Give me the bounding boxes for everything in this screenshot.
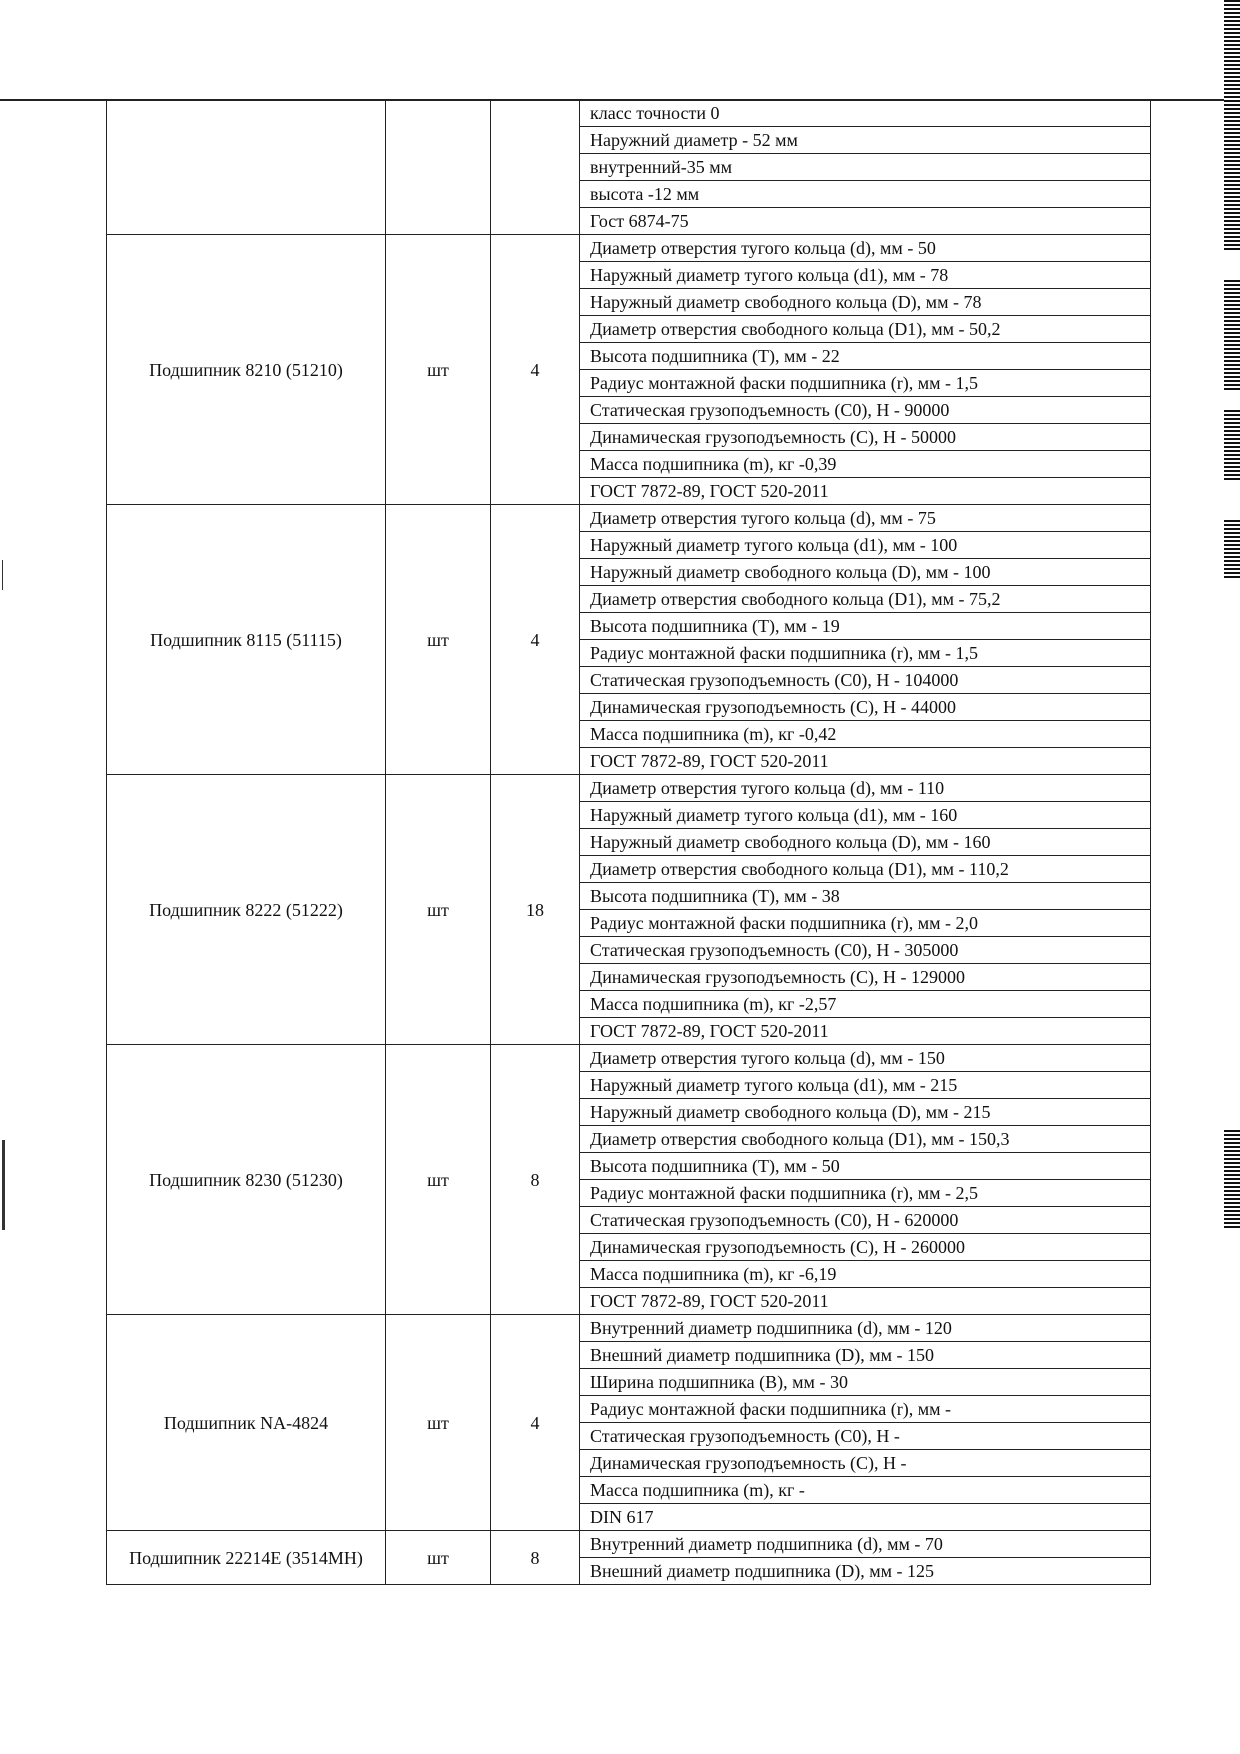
item-quantity — [491, 100, 580, 235]
item-name-cell — [107, 1045, 386, 1315]
item-quantity: 4 — [491, 235, 580, 505]
item-property: Масса подшипника (m), кг -0,39 — [580, 451, 1151, 478]
right-barcode-strip — [1220, 0, 1240, 1754]
item-quantity: 4 — [491, 505, 580, 775]
item-property: Динамическая грузоподъемность (С), Н - 50000 — [580, 424, 1151, 451]
item-name: Подшипник 8210 (51210) — [149, 359, 343, 380]
item-property: Диаметр отверстия тугого кольца (d), мм - 110 — [580, 775, 1151, 802]
item-property: Диаметр отверстия тугого кольца (d), мм - 75 — [580, 505, 1151, 532]
item-property: Внутренний диаметр подшипника (d), мм - 120 — [580, 1315, 1151, 1342]
item-property: ГОСТ 7872-89, ГОСТ 520-2011 — [580, 1288, 1151, 1315]
item-unit: шт — [386, 505, 491, 775]
item-property: DIN 617 — [580, 1504, 1151, 1531]
item-property: Радиус монтажной фаски подшипника (r), мм - 1,5 — [580, 370, 1151, 397]
item-property: Статическая грузоподъемность (С0), Н - — [580, 1423, 1151, 1450]
item-unit: шт — [386, 235, 491, 505]
item-property: Высота подшипника (Т), мм - 38 — [580, 883, 1151, 910]
item-property: внутренний-35 мм — [580, 154, 1151, 181]
item-property: Наружный диаметр свободного кольца (D), мм - 100 — [580, 559, 1151, 586]
item-property: Наружний диаметр - 52 мм — [580, 127, 1151, 154]
item-property: Радиус монтажной фаски подшипника (r), мм - 1,5 — [580, 640, 1151, 667]
item-property: Диаметр отверстия свободного кольца (D1), мм - 75,2 — [580, 586, 1151, 613]
table-row — [107, 1315, 1151, 1342]
item-property: высота -12 мм — [580, 181, 1151, 208]
item-property: Наружный диаметр тугого кольца (d1), мм - 100 — [580, 532, 1151, 559]
item-quantity: 8 — [491, 1045, 580, 1315]
item-property: Статическая грузоподъемность (С0), Н - 620000 — [580, 1207, 1151, 1234]
item-property: Масса подшипника (m), кг -0,42 — [580, 721, 1151, 748]
item-property: Диаметр отверстия тугого кольца (d), мм - 50 — [580, 235, 1151, 262]
item-name-cell — [107, 100, 386, 235]
table-row — [107, 1045, 1151, 1072]
table-row — [107, 1531, 1151, 1558]
item-property: Наружный диаметр свободного кольца (D), мм - 78 — [580, 289, 1151, 316]
item-property: Диаметр отверстия тугого кольца (d), мм - 150 — [580, 1045, 1151, 1072]
item-name: Подшипник NA-4824 — [163, 1412, 329, 1433]
item-property: Гост 6874-75 — [580, 208, 1151, 235]
item-property: Высота подшипника (Т), мм - 50 — [580, 1153, 1151, 1180]
left-scan-marks — [0, 0, 8, 1754]
item-name-cell — [107, 235, 386, 505]
item-property: ГОСТ 7872-89, ГОСТ 520-2011 — [580, 478, 1151, 505]
item-property: Наружный диаметр тугого кольца (d1), мм - 215 — [580, 1072, 1151, 1099]
item-unit: шт — [386, 1315, 491, 1531]
item-property: Внутренний диаметр подшипника (d), мм - 70 — [580, 1531, 1151, 1558]
item-name-cell — [107, 505, 386, 775]
item-property: Диаметр отверстия свободного кольца (D1), мм - 110,2 — [580, 856, 1151, 883]
item-property: класс точности 0 — [580, 100, 1151, 127]
item-property: Статическая грузоподъемность (С0), Н - 305000 — [580, 937, 1151, 964]
item-name: Подшипник 22214Е (3514МН) — [129, 1547, 363, 1568]
item-property: Высота подшипника (Т), мм - 22 — [580, 343, 1151, 370]
item-property: Масса подшипника (m), кг - — [580, 1477, 1151, 1504]
table-row — [107, 505, 1151, 532]
item-property: Динамическая грузоподъемность (С), Н - 44000 — [580, 694, 1151, 721]
item-property: Динамическая грузоподъемность (С), Н - 129000 — [580, 964, 1151, 991]
item-unit — [386, 100, 491, 235]
item-property: Внешний диаметр подшипника (D), мм - 150 — [580, 1342, 1151, 1369]
item-name: Подшипник 8222 (51222) — [149, 899, 343, 920]
item-property: Наружный диаметр свободного кольца (D), мм - 215 — [580, 1099, 1151, 1126]
item-property: Масса подшипника (m), кг -2,57 — [580, 991, 1151, 1018]
item-property: Масса подшипника (m), кг -6,19 — [580, 1261, 1151, 1288]
item-property: Наружный диаметр свободного кольца (D), мм - 160 — [580, 829, 1151, 856]
table-row — [107, 100, 1151, 127]
item-property: Диаметр отверстия свободного кольца (D1), мм - 50,2 — [580, 316, 1151, 343]
item-property: Ширина подшипника (В), мм - 30 — [580, 1369, 1151, 1396]
item-property: Динамическая грузоподъемность (С), Н - 260000 — [580, 1234, 1151, 1261]
item-property: Динамическая грузоподъемность (С), Н - — [580, 1450, 1151, 1477]
item-property: ГОСТ 7872-89, ГОСТ 520-2011 — [580, 1018, 1151, 1045]
specification-table — [106, 99, 1151, 1585]
item-property: Наружный диаметр тугого кольца (d1), мм - 78 — [580, 262, 1151, 289]
item-quantity: 8 — [491, 1531, 580, 1585]
item-property: Наружный диаметр тугого кольца (d1), мм - 160 — [580, 802, 1151, 829]
item-property: Внешний диаметр подшипника (D), мм - 125 — [580, 1558, 1151, 1585]
table-row — [107, 775, 1151, 802]
item-quantity: 4 — [491, 1315, 580, 1531]
item-name-cell — [107, 775, 386, 1045]
item-property: Радиус монтажной фаски подшипника (r), мм - — [580, 1396, 1151, 1423]
item-name-cell — [107, 1315, 386, 1531]
item-name-cell — [107, 1531, 386, 1585]
item-quantity: 18 — [491, 775, 580, 1045]
item-property: Радиус монтажной фаски подшипника (r), мм - 2,5 — [580, 1180, 1151, 1207]
item-name: Подшипник 8230 (51230) — [149, 1169, 343, 1190]
item-property: Диаметр отверстия свободного кольца (D1), мм - 150,3 — [580, 1126, 1151, 1153]
item-property: Статическая грузоподъемность (С0), Н - 90000 — [580, 397, 1151, 424]
item-unit: шт — [386, 1045, 491, 1315]
item-property: Радиус монтажной фаски подшипника (r), мм - 2,0 — [580, 910, 1151, 937]
item-unit: шт — [386, 1531, 491, 1585]
item-property: Статическая грузоподъемность (С0), Н - 104000 — [580, 667, 1151, 694]
item-name: Подшипник 8115 (51115) — [150, 629, 342, 650]
item-property: Высота подшипника (Т), мм - 19 — [580, 613, 1151, 640]
item-property: ГОСТ 7872-89, ГОСТ 520-2011 — [580, 748, 1151, 775]
table-row — [107, 235, 1151, 262]
item-unit: шт — [386, 775, 491, 1045]
